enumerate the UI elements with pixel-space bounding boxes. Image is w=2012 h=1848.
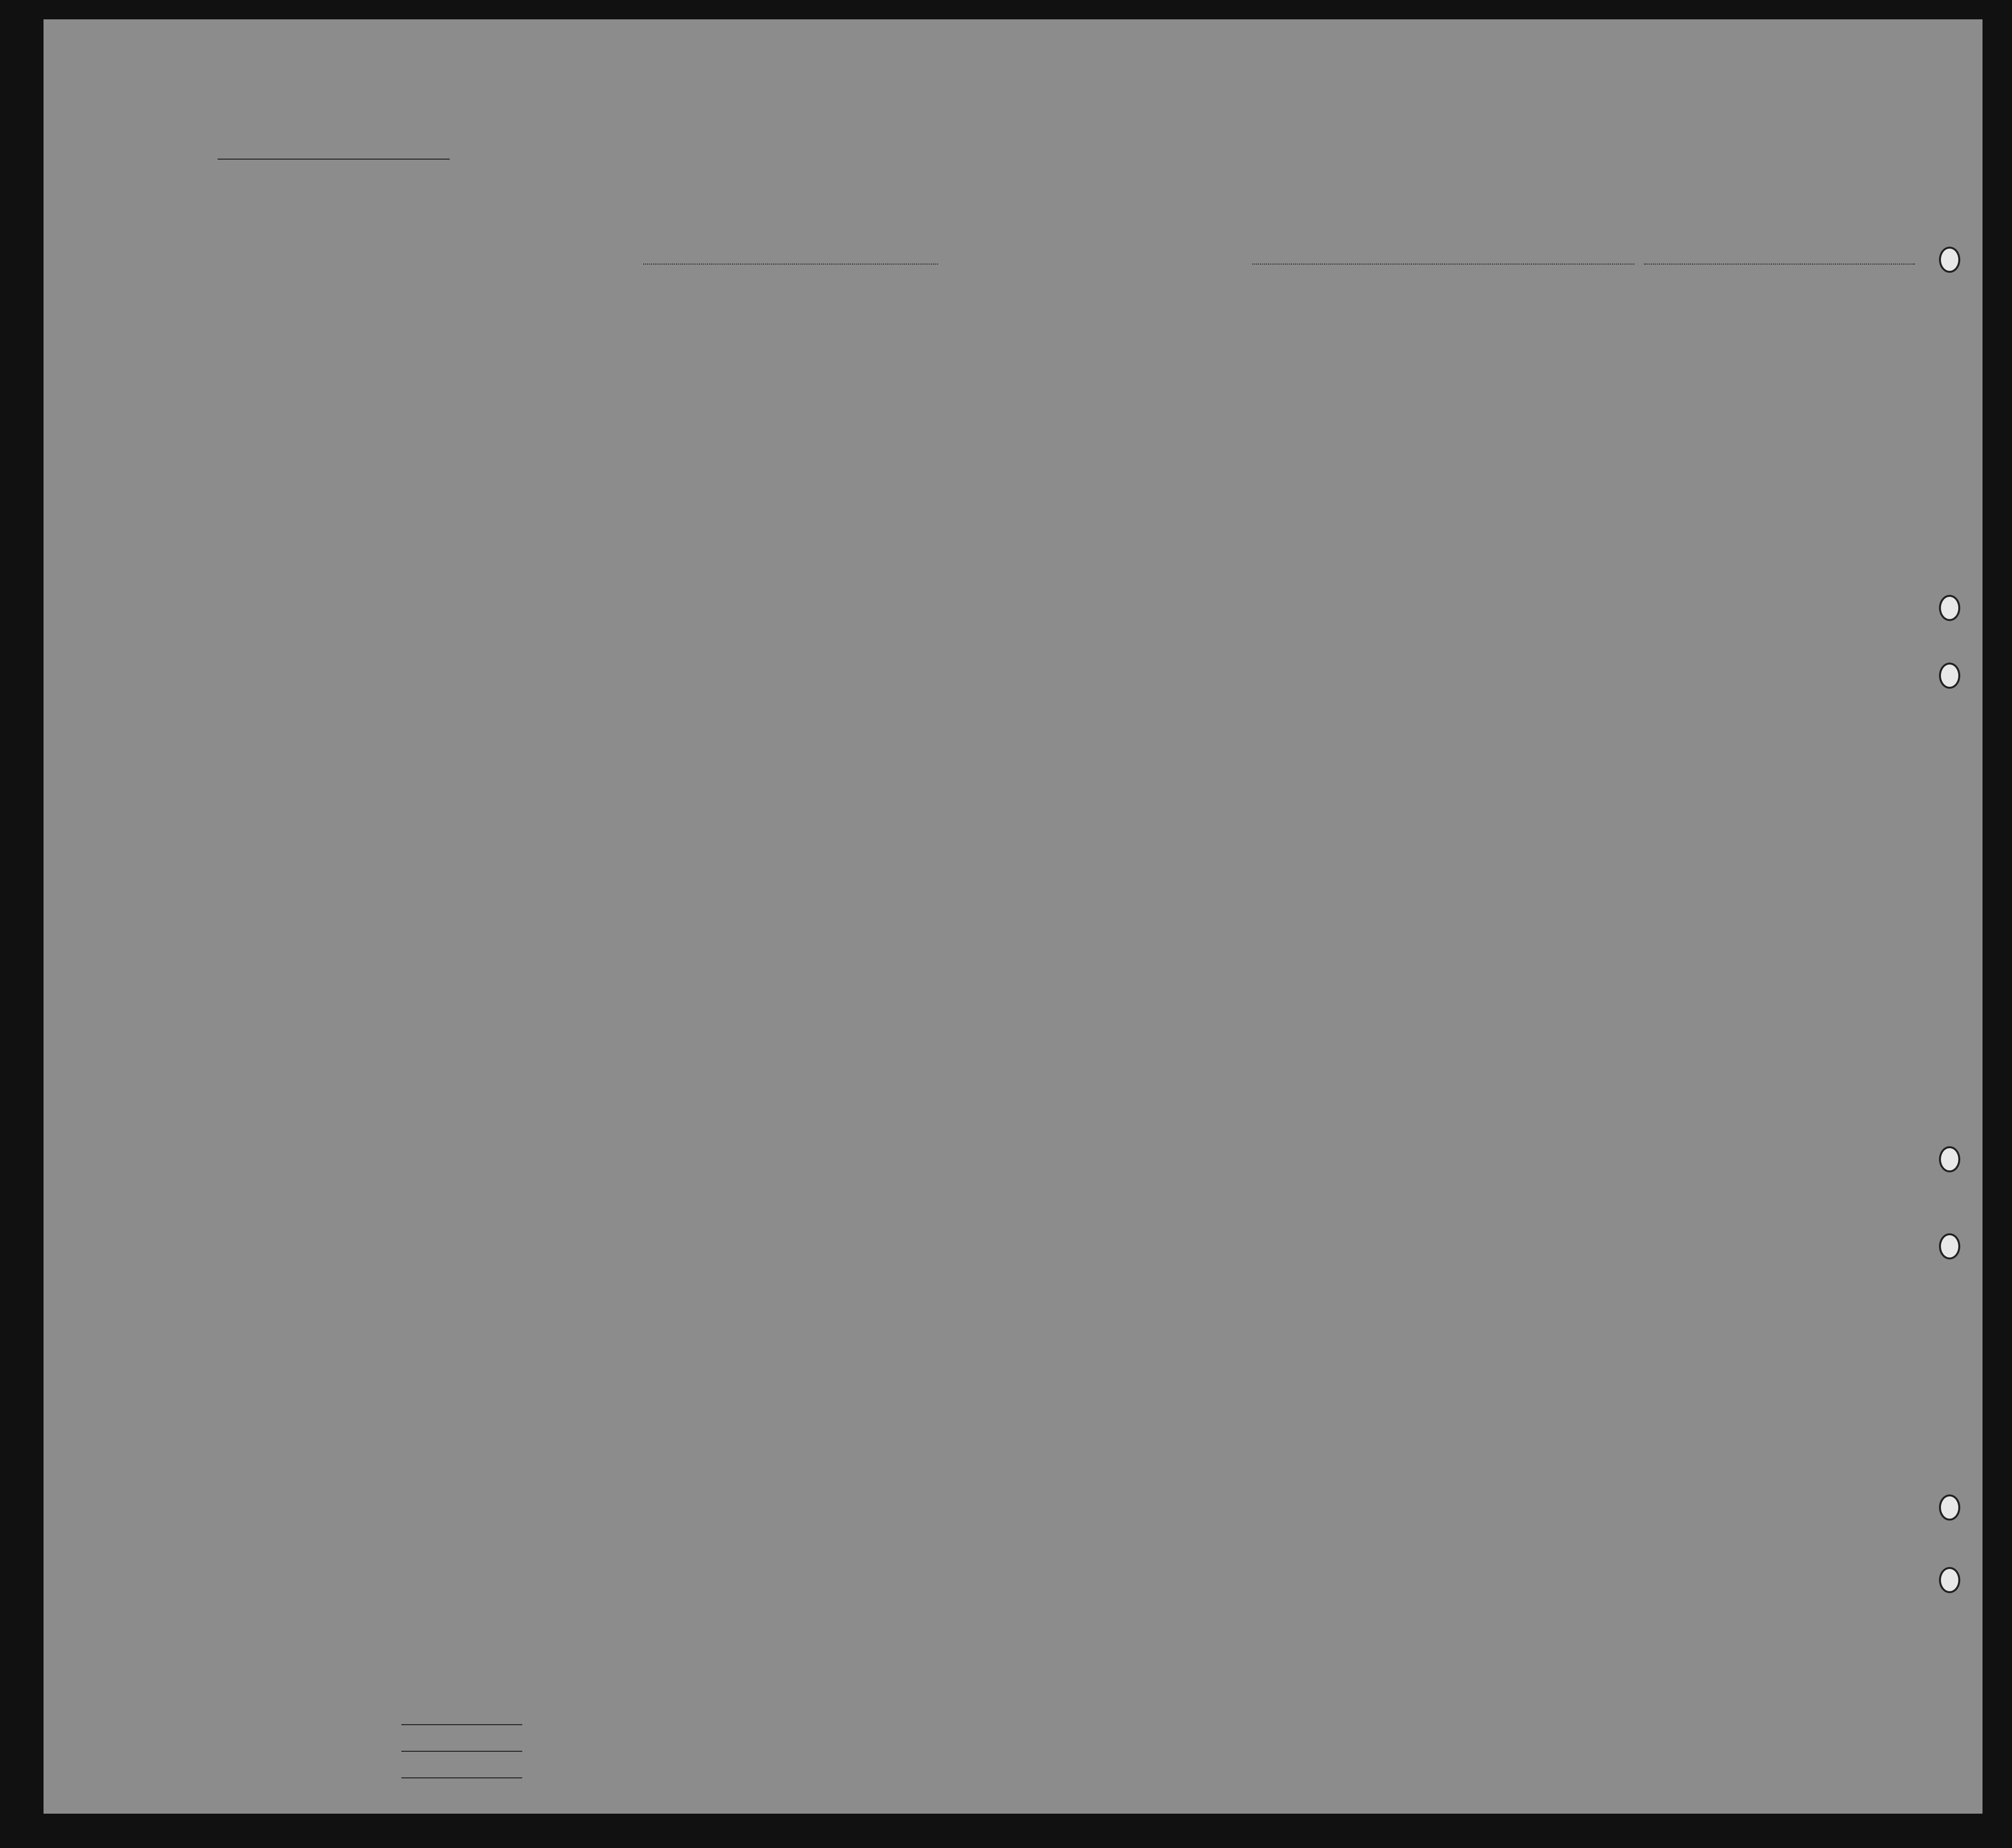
punch-hole (1939, 1233, 1960, 1259)
list-underline (218, 159, 450, 160)
punch-hole (1939, 1567, 1960, 1593)
punch-hole (1939, 595, 1960, 621)
punch-hole (1939, 1146, 1960, 1172)
punch-hole (1939, 247, 1960, 273)
table-grid (44, 19, 1983, 1814)
punch-hole (1939, 1494, 1960, 1521)
aliens-line (401, 1777, 522, 1778)
date-line (1644, 264, 1915, 265)
total-line (401, 1724, 522, 1725)
manifest-sheet (44, 19, 1983, 1814)
punch-hole (1939, 663, 1960, 689)
ship-line (643, 264, 938, 265)
port-line (1252, 264, 1634, 265)
citizens-line (401, 1751, 522, 1752)
